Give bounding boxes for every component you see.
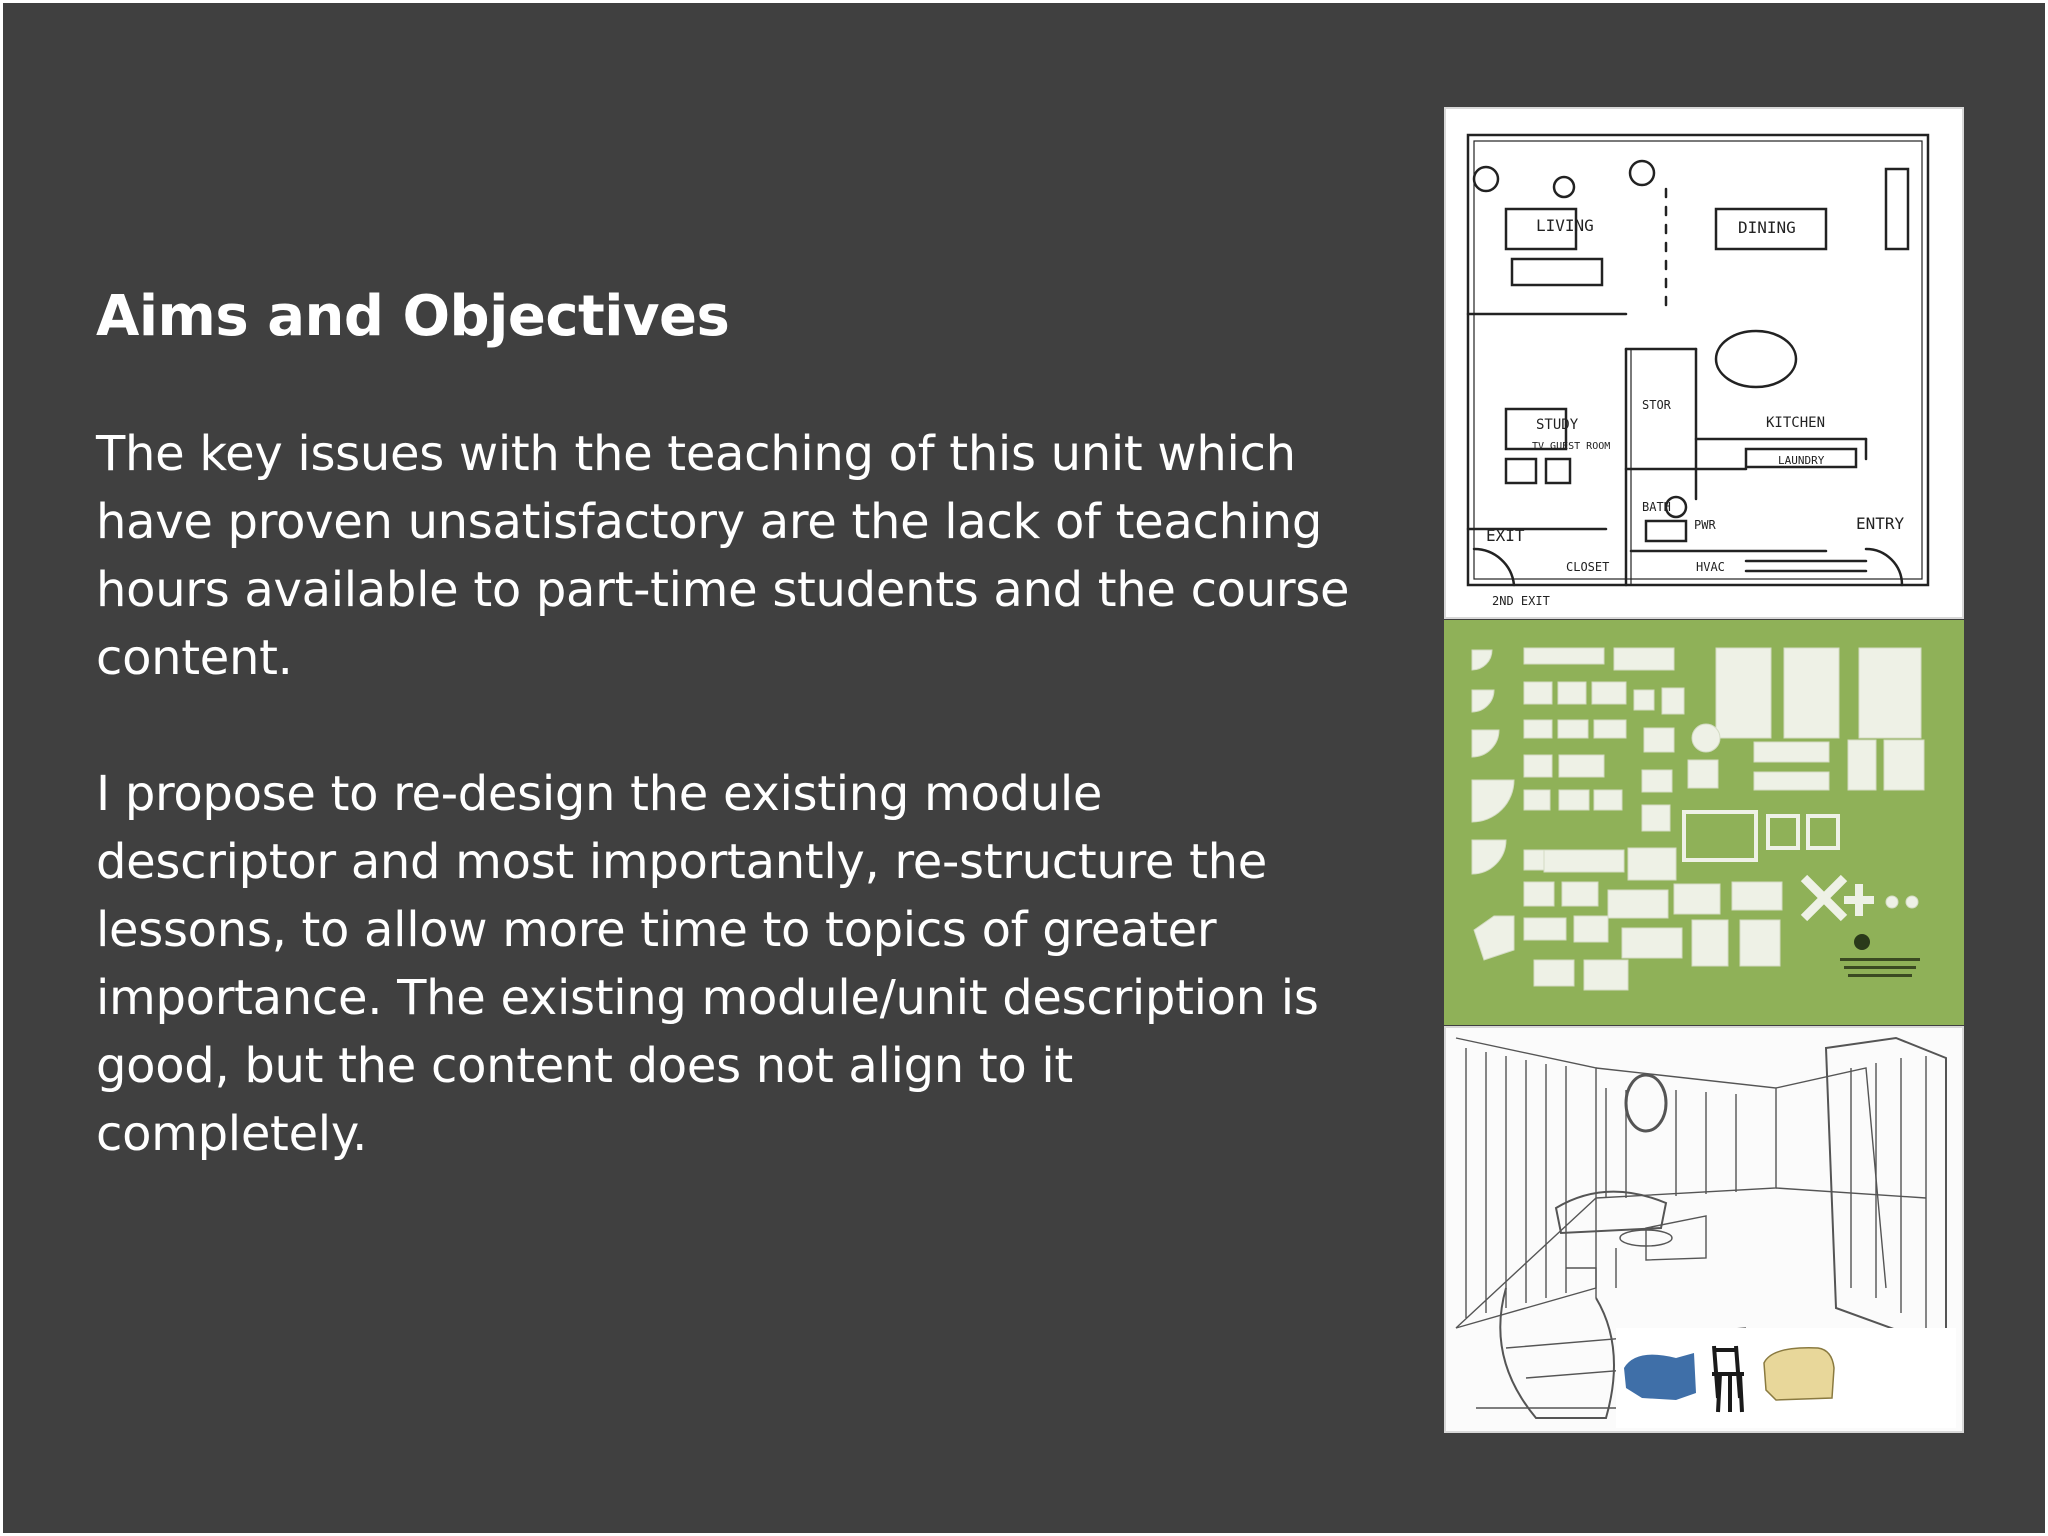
text-content bbox=[96, 283, 1356, 1168]
plan-label-living: LIVING bbox=[1536, 216, 1594, 235]
furniture-template bbox=[1444, 620, 1964, 1025]
plan-label-stor: STOR bbox=[1642, 398, 1671, 412]
plan-label-exit: EXIT bbox=[1486, 526, 1525, 545]
plan-label-closet: CLOSET bbox=[1566, 560, 1610, 574]
cream-sofa-thumbnail bbox=[1764, 1348, 1834, 1400]
plan-label-kitchen: KITCHEN bbox=[1766, 415, 1826, 431]
plan-label-laundry: LAUNDRY bbox=[1778, 454, 1825, 467]
perspective-sketch bbox=[1444, 1026, 1964, 1433]
slide-title: Aims and Objectives bbox=[96, 284, 730, 349]
paragraph-key-issues: The key issues with the teaching of this unit which have proven unsatisfactory are the lack of teaching hours available to part-time students and the course content. bbox=[96, 426, 1350, 687]
slide bbox=[3, 3, 2045, 1533]
furniture-template-drawing bbox=[1444, 620, 1964, 1025]
plan-label-dining: DINING bbox=[1738, 218, 1796, 237]
plan-label-pwr: PWR bbox=[1694, 518, 1716, 532]
plan-label-bath: BATH bbox=[1642, 500, 1671, 514]
plan-label-tv-guest: TV GUEST ROOM bbox=[1532, 441, 1611, 452]
plan-label-hvac: HVAC bbox=[1696, 560, 1725, 574]
image-column bbox=[1444, 107, 1964, 1433]
paragraph-proposal: I propose to re-design the existing module descriptor and most importantly, re-structure the lessons, to allow more time to topics of greater importance. The existing module/unit description is good, but the content does not align to it completely. bbox=[96, 766, 1319, 1163]
plan-label-entry: ENTRY bbox=[1856, 514, 1905, 533]
blue-sofa-thumbnail bbox=[1624, 1353, 1696, 1400]
floor-plan-drawing bbox=[1446, 109, 1962, 617]
floor-plan-sketch bbox=[1444, 107, 1964, 619]
perspective-drawing bbox=[1446, 1028, 1962, 1431]
plan-label-2nd-exit: 2ND EXIT bbox=[1492, 594, 1550, 608]
plan-label-study: STUDY bbox=[1536, 417, 1579, 433]
